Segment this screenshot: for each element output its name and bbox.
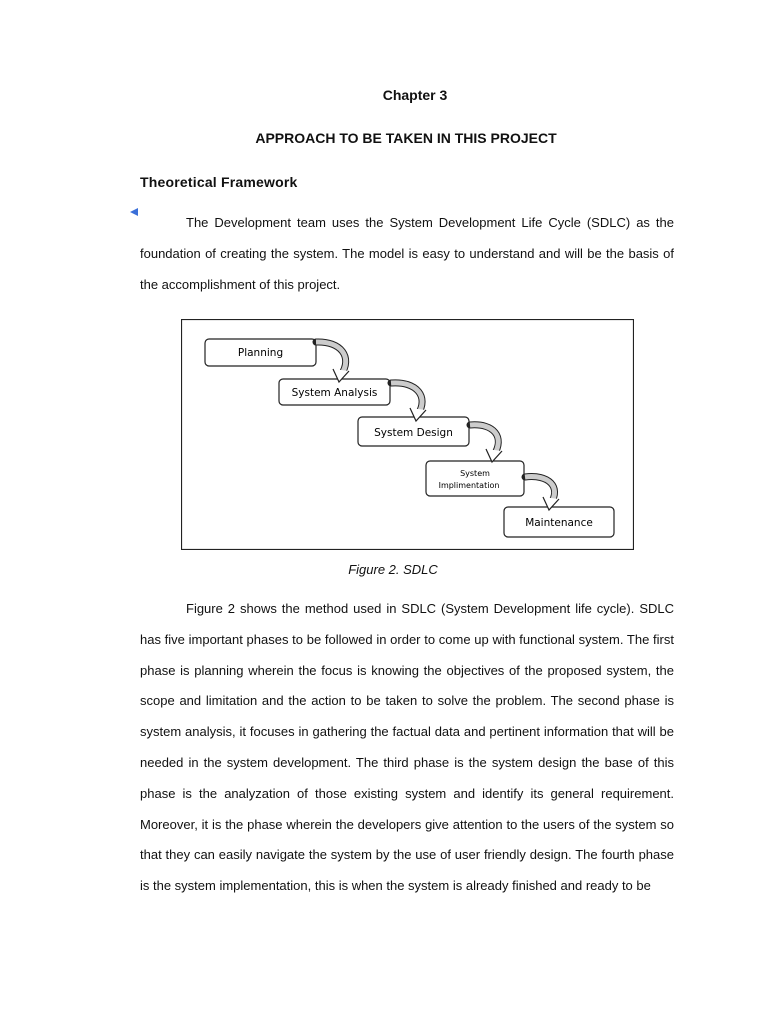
main-heading: APPROACH TO BE TAKEN IN THIS PROJECT bbox=[255, 130, 557, 146]
body-paragraph: Figure 2 shows the method used in SDLC (System Development life cycle). SDLC has five important phases to be followed in order to come up with functional system. The first phase is planning wherein the focus is knowing the objectives of the proposed system, the scope and limitation and the action to be taken to solve the problem. The second phase is system analysis, it focuses in gathering the factual data and pertinent information that will be needed in the system development. The third phase is the system design the base of this phase is the analyzation of those existing system and identify its general requirement. Moreover, it is the phase wherein the developers give attention to the users of the system so that they can easily navigate the system by the use of user friendly design. The fourth phase is the system implementation, this is when the system is already finished and ready to be bbox=[140, 601, 674, 894]
stage-analysis bbox=[279, 379, 390, 405]
stage-design-label: System Design bbox=[374, 427, 453, 439]
stage-planning bbox=[205, 339, 316, 366]
chapter-title: Chapter 3 bbox=[382, 87, 448, 103]
stage-maintenance-label: Maintenance bbox=[525, 517, 593, 529]
stage-implementation bbox=[426, 461, 524, 496]
figure-caption: Figure 2. SDLC bbox=[348, 562, 438, 577]
stage-implementation-line1: System bbox=[460, 469, 490, 478]
stage-analysis-label: System Analysis bbox=[291, 387, 378, 399]
stage-maintenance bbox=[504, 507, 614, 537]
anchor-marker-icon bbox=[130, 208, 138, 216]
intro-paragraph: The Development team uses the System Development Life Cycle (SDLC) as the foundation of creating the system. The model is easy to understand and will be the basis of the accomplishment of this project. bbox=[140, 215, 674, 292]
stage-design bbox=[358, 417, 469, 446]
section-title: Theoretical Framework bbox=[140, 174, 298, 190]
stage-planning-label: Planning bbox=[237, 347, 284, 359]
stage-implementation-line2: Implimentation bbox=[438, 481, 500, 490]
sdlc-diagram bbox=[181, 319, 634, 550]
